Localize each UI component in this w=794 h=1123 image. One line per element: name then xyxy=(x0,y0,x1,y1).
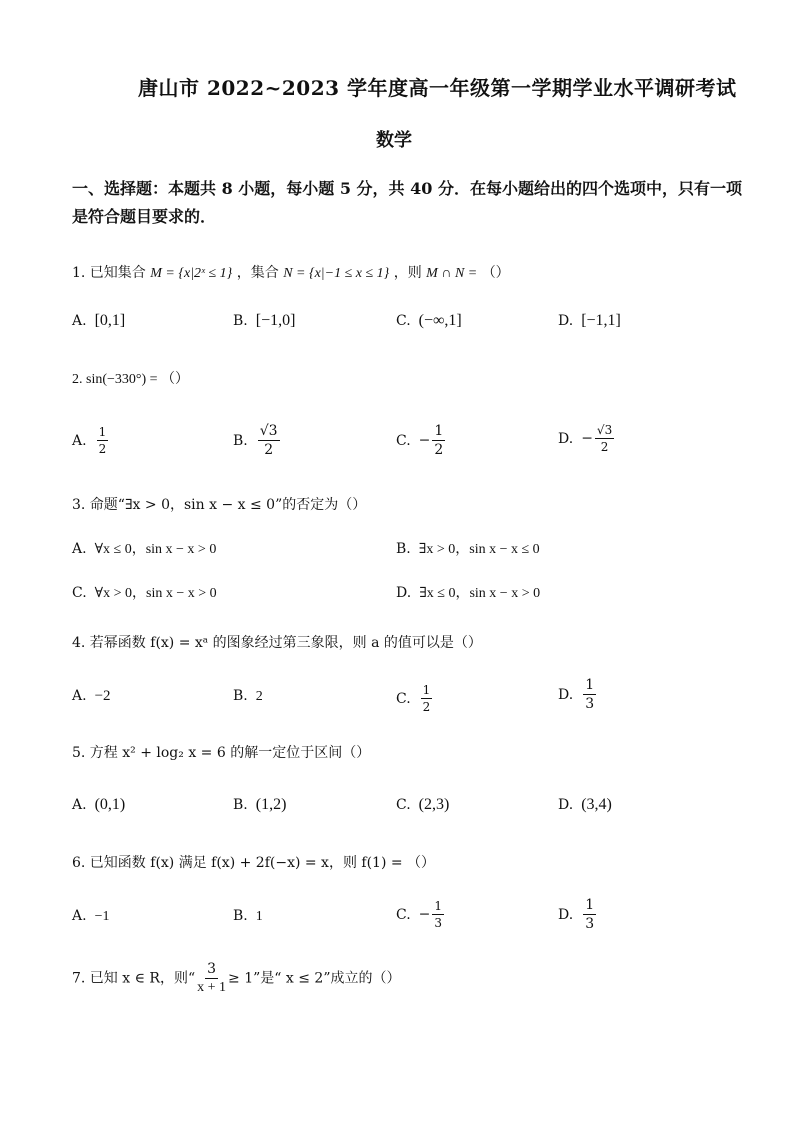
question-5-option-c: C. (2,3) xyxy=(396,796,450,813)
question-3-option-d: D. ∃x ≤ 0，sin x − x > 0 xyxy=(396,585,541,601)
question-5-stem: 5. 方程 x² + log₂ x = 6 的解一定位于区间（） xyxy=(72,745,371,761)
exam-title: 唐山市 2022~2023 学年度高一年级第一学期学业水平调研考试 xyxy=(138,76,737,100)
question-1-option-c: C. (−∞,1] xyxy=(396,312,462,329)
question-7-stem: 7. 已知 x ∈ R，则“ $\frac{3}{x + 1}$ ≥ 1”是“ x ≤ 2”成立的（） xyxy=(72,961,401,995)
question-4-option-c: C. $\frac{1}{2}$ xyxy=(396,683,431,714)
question-6-option-c: C. − $\frac{1}{3}$ xyxy=(396,899,443,930)
question-5-option-d: D. (3,4) xyxy=(558,796,612,813)
question-4-stem: 4. 若幂函数 f(x) = xᵃ 的图象经过第三象限，则 a 的值可以是（） xyxy=(72,635,482,651)
question-2-option-d: D. − $\frac{√3}{2}$ xyxy=(558,423,613,454)
question-3-option-a: A. ∀x ≤ 0，sin x − x > 0 xyxy=(72,541,217,557)
question-3-option-b: B. ∃x > 0，sin x − x ≤ 0 xyxy=(396,541,540,557)
question-6-option-b: B. 1 xyxy=(233,908,263,924)
question-1-option-a: A. [0,1] xyxy=(72,312,126,329)
question-2-option-c: C. − $\frac{1}{2}$ xyxy=(396,423,444,458)
section-heading-line2: 是符合题目要求的． xyxy=(72,207,217,226)
question-6-option-a: A. −1 xyxy=(72,908,110,924)
question-5-option-b: B. (1,2) xyxy=(233,796,287,813)
section-heading-line1: 一、选择题：本题共 8 小题，每小题 5 分，共 40 分．在每小题给出的四个选项中，只有一项 xyxy=(72,179,742,198)
question-2-option-b: B. $\frac{√3}{2}$ xyxy=(233,423,278,458)
subject-title: 数学 xyxy=(376,130,412,151)
question-6-stem: 6. 已知函数 f(x) 满足 f(x) + 2f(−x) = x，则 f(1) = （） xyxy=(72,855,436,871)
question-1-stem: 1. 已知集合 M = {x|2ˣ ≤ 1} ，集合 N = {x|−1 ≤ x ≤ 1} ，则 M ∩ N = （） xyxy=(72,265,510,281)
question-5-option-a: A. (0,1) xyxy=(72,796,126,813)
question-4-option-a: A. −2 xyxy=(72,688,111,704)
question-2-stem: 2. sin(−330°) = （） xyxy=(72,372,190,387)
question-4-option-b: B. 2 xyxy=(233,688,263,704)
question-6-option-d: D. $\frac{1}{3}$ xyxy=(558,897,595,932)
question-1-option-d: D. [−1,1] xyxy=(558,312,621,329)
question-3-option-c: C. ∀x > 0，sin x − x > 0 xyxy=(72,585,217,601)
question-1-option-b: B. [−1,0] xyxy=(233,312,296,329)
question-2-option-a: A. $\frac{1}{2}$ xyxy=(72,425,107,456)
question-3-stem: 3. 命题“∃x > 0，sin x − x ≤ 0”的否定为（） xyxy=(72,497,367,513)
question-4-option-d: D. $\frac{1}{3}$ xyxy=(558,677,595,712)
